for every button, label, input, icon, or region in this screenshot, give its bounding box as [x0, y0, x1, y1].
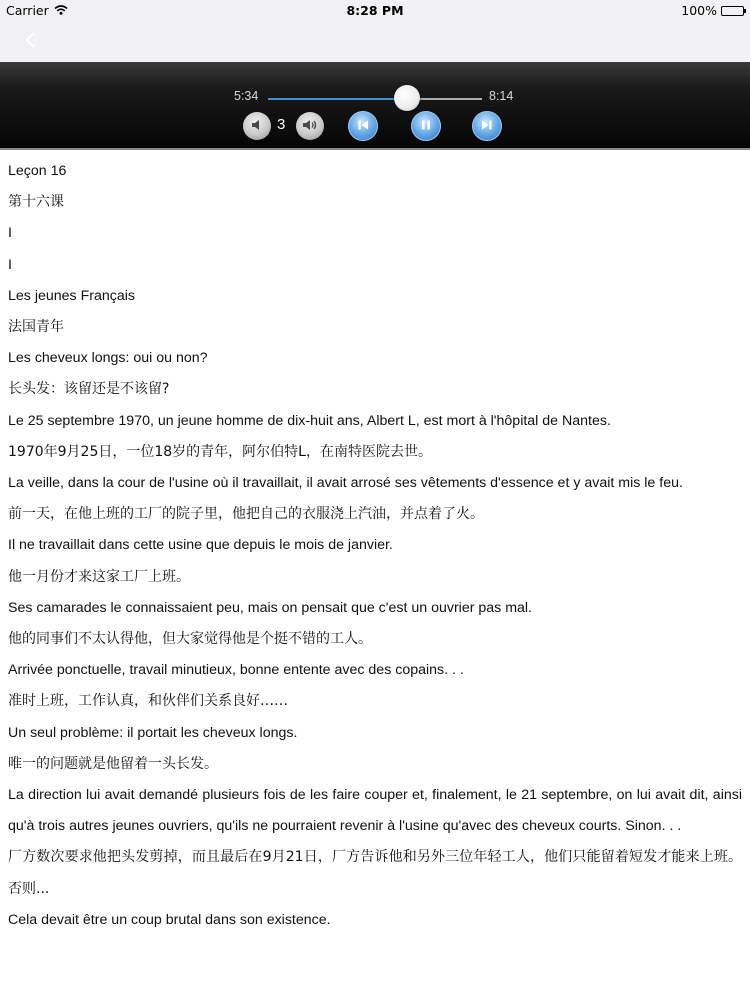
carrier-label: Carrier — [6, 3, 49, 18]
volume-down-button[interactable] — [243, 112, 271, 140]
lesson-line: Arrivée ponctuelle, travail minutieux, bonne entente avec des copains. . . — [8, 662, 464, 679]
lesson-line: Le 25 septembre 1970, un jeune homme de dix-huit ans, Albert L, est mort à l'hôpital de Nantes. — [8, 412, 611, 429]
lesson-line: 法国青年 — [8, 319, 64, 336]
lesson-line: La veille, dans la cour de l'usine où il travaillait, il avait arrosé ses vêtements d'essence et y avait mis le feu. — [8, 475, 683, 492]
lesson-line: Leçon 16 — [8, 163, 67, 179]
lesson-line: 唯一的问题就是他留着一头长发。 — [8, 755, 218, 772]
lesson-line: 长头发：该留还是不该留? — [8, 381, 170, 398]
lesson-line: Les cheveux longs: oui ou non? — [8, 350, 208, 367]
chevron-left-icon — [24, 32, 36, 52]
next-track-button[interactable] — [472, 111, 502, 141]
clock: 8:28 PM — [346, 3, 404, 18]
progress-fill — [268, 98, 407, 100]
lesson-line: 准时上班，工作认真，和伙伴们关系良好…… — [8, 693, 288, 710]
status-bar — [0, 0, 750, 22]
back-button[interactable] — [18, 30, 42, 54]
progress-thumb[interactable] — [394, 85, 420, 111]
lesson-line: La direction lui avait demandé plusieurs fois de les faire couper et, finalement, le 21 septembre, on lui avait dit, ainsi qu'à trois autres jeunes ouvriers, qu'ils ne pourraient revenir à l'usine qu'avec des cheveux courts. Sinon. . . — [8, 787, 742, 835]
lesson-line: I — [8, 225, 12, 242]
battery-group — [681, 3, 744, 18]
lesson-line: 他的同事们不太认得他，但大家觉得他是个挺不错的工人。 — [8, 631, 372, 648]
lesson-line: Les jeunes Français — [8, 287, 135, 304]
lesson-line: 1970年9月25日，一位18岁的青年，阿尔伯特L，在南特医院去世。 — [8, 443, 432, 460]
previous-track-icon — [356, 117, 370, 136]
pause-button[interactable] — [411, 111, 441, 141]
battery-icon — [721, 6, 744, 16]
lesson-line: Il ne travaillait dans cette usine que depuis le mois de janvier. — [8, 537, 393, 554]
volume-level: 3 — [277, 116, 286, 133]
navigation-bar — [0, 22, 750, 62]
lesson-line: Ses camarades le connaissaient peu, mais on pensait que c'est un ouvrier pas mal. — [8, 599, 532, 616]
volume-up-button[interactable] — [296, 112, 324, 140]
previous-track-button[interactable] — [348, 111, 378, 141]
volume-down-icon — [250, 117, 264, 136]
lesson-line: Un seul problème: il portait les cheveux longs. — [8, 724, 298, 741]
lesson-line: 厂方数次要求他把头发剪掉，而且最后在9月21日，厂方告诉他和另外三位年轻工人，他们只能留着短发才能来上班。否则... — [8, 849, 742, 897]
duration-time: 8:14 — [489, 89, 514, 103]
lesson-line: Cela devait être un coup brutal dans son existence. — [8, 911, 331, 928]
next-track-icon — [480, 117, 494, 136]
lesson-line: I — [8, 256, 12, 273]
volume-up-icon — [302, 117, 318, 136]
pause-icon — [419, 117, 433, 136]
audio-player — [0, 62, 750, 150]
elapsed-time: 5:34 — [234, 89, 259, 103]
lesson-line: 第十六课 — [8, 194, 64, 211]
progress-slider[interactable] — [268, 98, 482, 100]
battery-label: 100% — [681, 3, 717, 18]
lesson-line: 前一天，在他上班的工厂的院子里，他把自己的衣服浇上汽油，并点着了火。 — [8, 506, 484, 523]
lesson-text — [8, 156, 742, 936]
lesson-line: 他一月份才来这家工厂上班。 — [8, 568, 190, 585]
